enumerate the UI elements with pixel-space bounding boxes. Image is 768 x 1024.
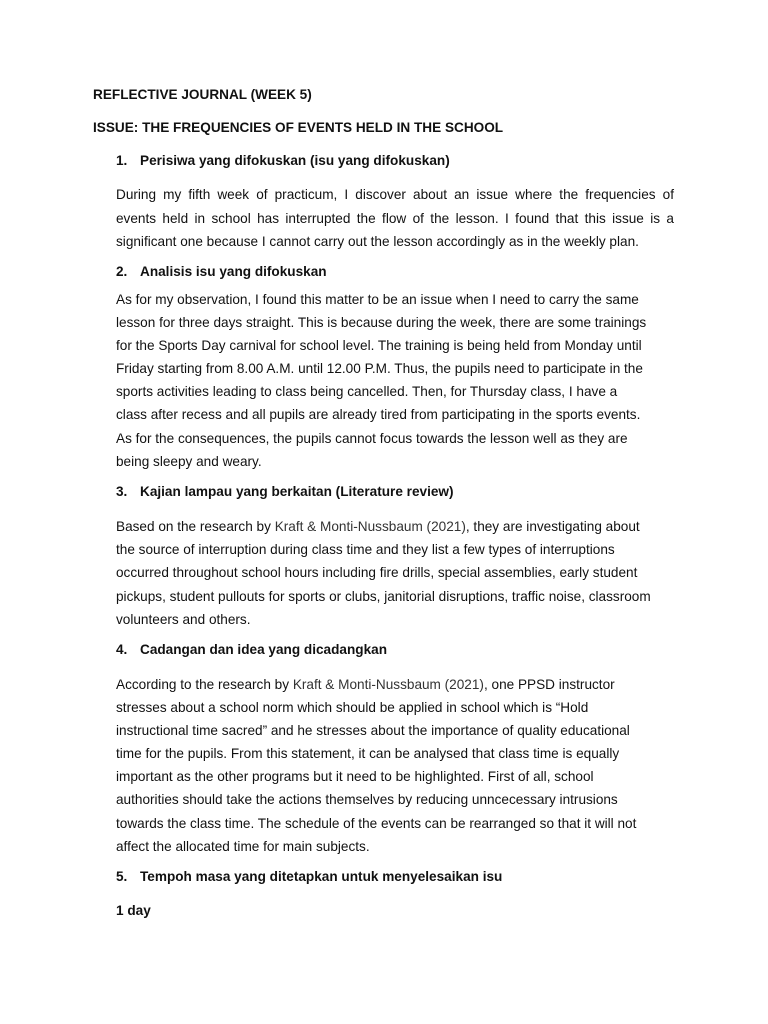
paragraph-line: instructional time sacred” and he stresses about the importance of quality educational <box>116 723 630 739</box>
section-4-heading <box>116 641 387 659</box>
document-title: REFLECTIVE JOURNAL (WEEK 5) <box>93 87 312 102</box>
paragraph-line: pickups, student pullouts for sports or clubs, janitorial disruptions, traffic noise, classroom <box>116 588 651 604</box>
section-1-heading <box>116 152 450 170</box>
section-3-paragraph <box>116 515 674 631</box>
section-title: Analisis isu yang difokuskan <box>140 264 327 279</box>
paragraph-line: During my fifth week of practicum, I discover about an issue where the frequencies of <box>116 187 674 202</box>
paragraph-line: lesson for three days straight. This is because during the week, there are some trainings <box>116 315 647 331</box>
section-2-heading <box>116 263 327 281</box>
paragraph-line: Friday starting from 8.00 A.M. until 12.00 P.M. Thus, the pupils need to participate in the <box>116 361 643 377</box>
intro-rest: , they are investigating about <box>465 519 640 534</box>
section-title: Kajian lampau yang berkaitan (Literature review) <box>140 484 454 499</box>
paragraph-line <box>116 515 674 538</box>
paragraph-line: class after recess and all pupils are already tired from participating in the sports events. <box>116 407 641 423</box>
section-1-paragraph <box>116 183 674 254</box>
paragraph-line: As for my observation, I found this matter to be an issue when I need to carry the same <box>116 292 639 307</box>
paragraph-line <box>116 673 674 696</box>
paragraph-line: As for the consequences, the pupils cannot focus towards the lesson well as they are <box>116 430 628 446</box>
paragraph-line: occurred throughout school hours including fire drills, special assemblies, early student <box>116 565 638 581</box>
section-4-paragraph <box>116 673 674 858</box>
paragraph-line: events held in school has interrupted the flow of the lesson. I found that this issue is a <box>116 210 674 226</box>
section-title: Tempoh masa yang ditetapkan untuk menyelesaikan isu <box>140 869 503 884</box>
paragraph-line: stresses about a school norm which should be applied in school which is “Hold <box>116 700 589 716</box>
paragraph-line: the source of interruption during class time and they list a few types of interruptions <box>116 542 615 558</box>
document-issue: ISSUE: THE FREQUENCIES OF EVENTS HELD IN THE SCHOOL <box>93 120 504 135</box>
section-number: 3. <box>116 484 128 499</box>
section-3-heading <box>116 483 454 501</box>
section-5-answer: 1 day <box>116 903 151 918</box>
paragraph-line: being sleepy and weary. <box>116 453 262 469</box>
paragraph-line: for the Sports Day carnival for school level. The training is being held from Monday until <box>116 338 642 354</box>
paragraph-line: volunteers and others. <box>116 611 251 627</box>
paragraph-line: authorities should take the actions themselves by reducing unncecessary intrusions <box>116 792 618 808</box>
section-number: 4. <box>116 642 128 657</box>
section-number: 2. <box>116 264 128 279</box>
section-number: 1. <box>116 153 128 168</box>
paragraph-line: important as the other programs but it need to be highlighted. First of all, school <box>116 769 594 785</box>
paragraph-line: towards the class time. The schedule of the events can be rearranged so that it will not <box>116 815 637 831</box>
paragraph-line: time for the pupils. From this statement, it can be analysed that class time is equally <box>116 746 620 762</box>
paragraph-line: significant one because I cannot carry out the lesson accordingly as in the weekly plan. <box>116 234 639 249</box>
citation: Kraft & Monti-Nussbaum (2021) <box>292 677 484 692</box>
intro-rest: , one PPSD instructor <box>483 677 615 692</box>
intro-text: Based on the research by <box>116 519 275 534</box>
citation: Kraft & Monti-Nussbaum (2021) <box>274 519 466 534</box>
paragraph-line: affect the allocated time for main subjects. <box>116 838 370 854</box>
section-5-heading <box>116 868 502 886</box>
section-title: Cadangan dan idea yang dicadangkan <box>140 642 388 657</box>
paragraph-line: sports activities leading to class being cancelled. Then, for Thursday class, I have a <box>116 384 618 400</box>
section-2-paragraph <box>116 288 674 473</box>
intro-text: According to the research by <box>116 677 293 692</box>
section-title: Perisiwa yang difokuskan (isu yang difokuskan) <box>140 153 450 168</box>
section-number: 5. <box>116 869 128 884</box>
